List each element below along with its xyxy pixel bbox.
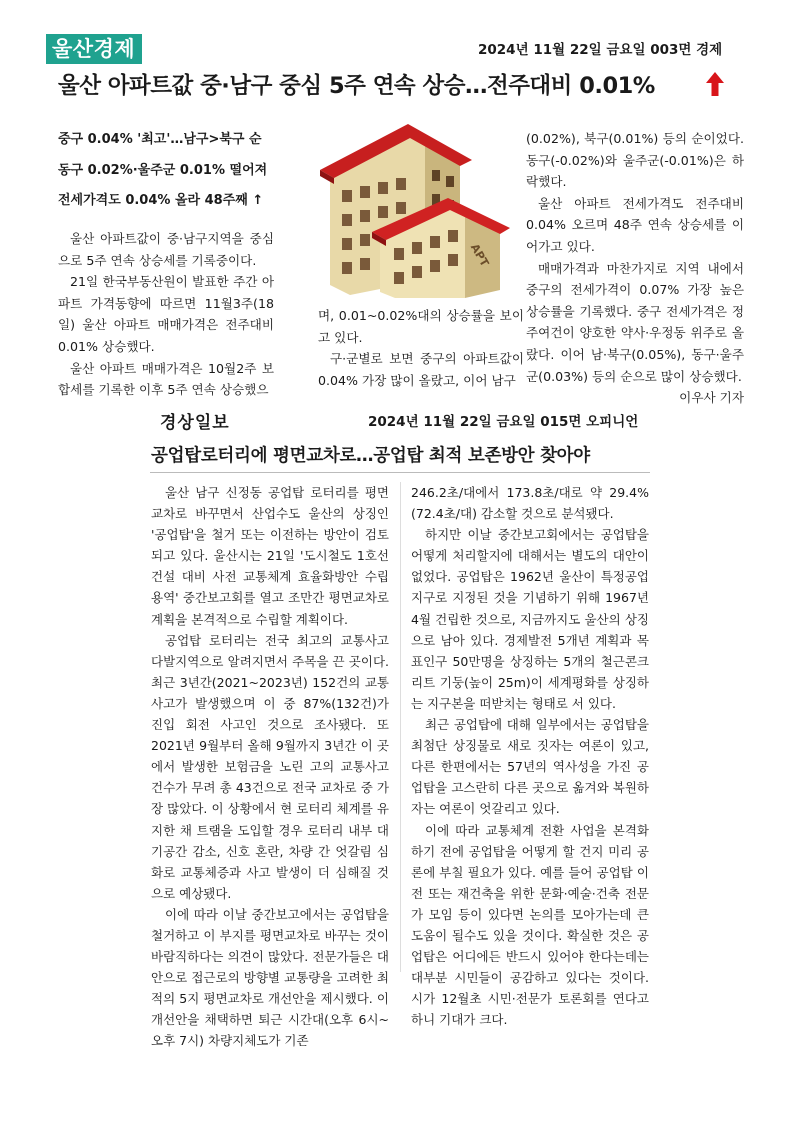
article1-byline: 이우사 기자 bbox=[679, 390, 744, 406]
article2-headline: 공업탑로터리에 평면교차로…공업탑 최적 보존방안 찾아야 bbox=[151, 446, 590, 466]
paragraph: 21일 한국부동산원이 발표한 주간 아파트 가격동향에 따르면 11월3주(18일) 울산 아파트 매매가격은 전주대비 0.01% 상승했다. bbox=[58, 274, 274, 354]
paragraph: 최근 공업탑에 대해 일부에서는 공업탑을 최첨단 상징물로 새로 짓자는 여론이 있고, 다른 한편에서는 57년의 역사성을 가진 공업탑을 고스란히 다른 곳으로 옮겨와 복원하자는 여론이 엇갈리고 있다. bbox=[411, 717, 649, 817]
apartment-building-illustration bbox=[300, 120, 520, 304]
paragraph: 구·군별로 보면 중구의 아파트값이 0.04% 가장 많이 올랐고, 이어 남구 bbox=[318, 351, 524, 388]
paragraph: 울산 아파트값이 중·남구지역을 중심으로 5주 연속 상승세를 기록중이다. bbox=[58, 231, 274, 268]
article1-subhead-2: 동구 0.02%·울주군 0.01% 떨어져 bbox=[58, 163, 268, 178]
paragraph: 매매가격과 마찬가지로 지역 내에서 중구의 전세가격이 0.07% 가장 높은 상승률을 기록했다. 중구 전세가격은 정주여건이 양호한 약사·우정동 위주로 올랐다. 이어 남·북구(0.05%), 동구·울주군(0.03%) 등의 순으로 많이 상승했다. bbox=[526, 260, 744, 384]
article1-column-2 bbox=[318, 305, 524, 391]
newspaper-logo-gyeongsang-ilbo: 경상일보 bbox=[160, 413, 230, 433]
paragraph: 울산 남구 신정동 공업탑 로터리를 평면교차로 바꾸면서 산업수도 울산의 상징인 '공업탑'을 철거 또는 이전하는 방안이 검토되고 있다. 울산시는 21일 '도시철도 1호선 건설 대비 사전 교통체계 효율화방안 수립 용역' 중간보고회를 열고 조만간 평면교차로 계획을 본격적으로 수립할 계획이다. bbox=[151, 485, 389, 627]
article2-column-1 bbox=[151, 482, 389, 1052]
article1-dateline: 2024년 11월 22일 금요일 003면 경제 bbox=[478, 42, 723, 58]
paragraph: 울산 아파트 매매가격은 10월2주 보합세를 기록한 이후 5주 연속 상승했으 bbox=[58, 360, 274, 398]
article1-headline: 울산 아파트값 중·남구 중심 5주 연속 상승…전주대비 0.01% bbox=[58, 73, 655, 99]
paragraph: 이에 따라 교통체계 전환 사업을 본격화하기 전에 공업탑을 어떻게 할 건지 미리 공론에 부칠 필요가 있다. 예를 들어 공업탑 이전 또는 재건축을 위한 문화·예술·건축 전문가 모임 등이 있다면 논의를 모아가는데 큰 도움이 될수도 있을 것이다. 확실한 것은 공업탑은 어디에든 반드시 있어야 한다는데는 대부분 시민들이 공감하고 있다는 것이다. 시가 12월초 시민·전문가 토론회를 연다고 하니 기대가 크다. bbox=[411, 822, 649, 1028]
paragraph: 이에 따라 이날 중간보고에서는 공업탑을 철거하고 이 부지를 평면교차로 바꾸는 것이 바람직하다는 의견이 많았다. 전문가들은 대안으로 접근로의 방향별 교통량을 고려한 최적의 5지 평면교차로 개선안을 제시했다. 이 개선안을 채택하면 퇴근 시간대(오후 6시~오후 7시) 차량지체도가 기존 bbox=[151, 906, 389, 1049]
apt-sign-text: APT bbox=[467, 241, 492, 269]
paragraph: 하지만 이날 중간보고회에서는 공업탑을 어떻게 처리할지에 대해서는 별도의 대안이 없었다. 공업탑은 1962년 울산이 특정공업지구로 지정된 것을 기념하기 위해 1967년 4월 건립한 것으로, 지금까지도 울산의 상징으로 남아 있다. 경제발전 5개년 계획과 목표인구 50만명을 상징하는 5개의 철근콘크리트 기둥(높이 25m)이 세계평화를 상징하는 지구본을 떠받치는 형태로 서 있다. bbox=[411, 527, 649, 711]
article1-subhead-3: 전세가격도 0.04% 올라 48주째 ↑ bbox=[58, 193, 264, 208]
article2-column-2 bbox=[411, 482, 649, 1030]
newspaper-logo-ulsan-economy: 울산경제 bbox=[46, 34, 142, 64]
paragraph: 울산 아파트 전세가격도 전주대비 0.04% 오르며 48주 연속 상승세를 이어가고 있다. bbox=[526, 195, 744, 254]
paragraph: 공업탑 로터리는 전국 최고의 교통사고 다발지역으로 알려지면서 주목을 끈 곳이다. 최근 3년간(2021~2023년) 152건의 교통사고가 발생했으며 이 중 87%(132건)가 진입 회전 사고인 것으로 조사됐다. 또 2021년 9월부터 올해 9월까지 3년간 이 곳에서 발생한 보험금을 노린 고의 교통사고 건수가 무려 총 43건으로 전국 교차로 중 가장 많았다. 이 상황에서 현 로터리 체계를 유지한 채 트램을 도입할 경우 로터리 내부 대기공간 감소, 신호 혼란, 차량 간 엇갈림 심화로 교통체증과 사고 발생이 더 심해질 것으로 예상됐다. bbox=[151, 632, 389, 901]
article1-subhead-1: 중구 0.04% '최고'…남구>북구 순 bbox=[58, 132, 262, 147]
article1-column-3 bbox=[526, 128, 744, 409]
red-up-arrow-icon bbox=[706, 72, 724, 100]
article2-dateline: 2024년 11월 22일 금요일 015면 오피니언 bbox=[368, 414, 639, 430]
article1-column-1 bbox=[58, 228, 274, 401]
paragraph: 246.2초/대에서 173.8초/대로 약 29.4%(72.4초/대) 감소할 것으로 분석됐다. bbox=[411, 485, 649, 522]
paragraph: (0.02%), 북구(0.01%) 등의 순이었다. 동구(-0.02%)와 울주군(-0.01%)은 하락했다. bbox=[526, 131, 744, 190]
paragraph: 며, 0.01~0.02%대의 상승률을 보이고 있다. bbox=[318, 308, 524, 345]
column-divider bbox=[400, 482, 401, 972]
headline-divider bbox=[150, 472, 650, 473]
